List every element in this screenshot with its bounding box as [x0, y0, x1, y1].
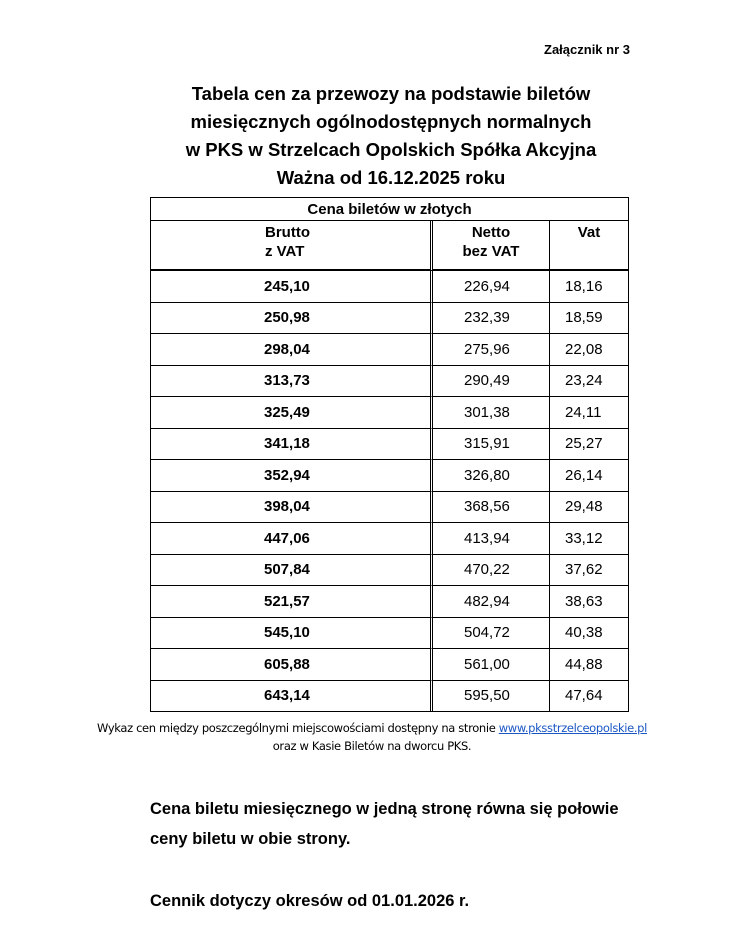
- vat-cell: 18,16: [550, 271, 628, 303]
- vat-cell: 29,48: [550, 492, 628, 524]
- gross-price-cell: 313,73: [151, 366, 433, 398]
- header-vat-line1: Vat: [577, 224, 601, 241]
- vat-cell: 24,11: [550, 397, 628, 429]
- table-row: [151, 429, 628, 461]
- table-caption: Cena biletów w złotych: [151, 198, 628, 221]
- table-row: [151, 555, 628, 587]
- header-vat: [550, 221, 628, 271]
- title-line: Ważna od 16.12.2025 roku: [276, 167, 506, 188]
- note-text: Wykaz cen między poszczególnymi miejscowościami dostępny na stronie: [97, 721, 499, 735]
- header-net-line2: bez VAT: [462, 243, 520, 260]
- net-price-cell: 326,80: [433, 460, 550, 492]
- header-gross-line2: z VAT: [265, 243, 305, 260]
- gross-price-cell: 325,49: [151, 397, 433, 429]
- gross-price-cell: 605,88: [151, 649, 433, 681]
- net-price-cell: 315,91: [433, 429, 550, 461]
- vat-cell: 25,27: [550, 429, 628, 461]
- gross-price-cell: 341,18: [151, 429, 433, 461]
- annex-label: Załącznik nr 3: [544, 42, 630, 57]
- net-price-cell: 368,56: [433, 492, 550, 524]
- info-line1: Cena biletu miesięcznego w jedną stronę równa się połowie: [150, 800, 619, 818]
- one-way-price-info: [150, 794, 619, 854]
- price-table: [150, 197, 629, 712]
- document-title: [0, 80, 744, 192]
- table-row: [151, 586, 628, 618]
- vat-cell: 26,14: [550, 460, 628, 492]
- title-line: Tabela cen za przewozy na podstawie biletów: [191, 83, 591, 104]
- net-price-cell: 482,94: [433, 586, 550, 618]
- vat-cell: 22,08: [550, 334, 628, 366]
- vat-cell: 47,64: [565, 687, 603, 705]
- vat-cell: 38,63: [550, 586, 628, 618]
- gross-price-cell: 545,10: [151, 618, 433, 650]
- header-net: [433, 221, 550, 271]
- table-row: [151, 271, 628, 303]
- gross-price-cell: 643,14: [151, 681, 433, 712]
- table-row: [151, 397, 628, 429]
- table-row: [151, 334, 628, 366]
- table-row: [151, 523, 628, 555]
- net-price-cell: 595,50: [433, 681, 550, 712]
- gross-price-cell: 398,04: [151, 492, 433, 524]
- table-row: [151, 492, 628, 524]
- net-price-cell: 275,96: [433, 334, 550, 366]
- net-price-cell: 561,00: [433, 649, 550, 681]
- net-price-cell: 413,94: [433, 523, 550, 555]
- gross-price-cell: 521,57: [151, 586, 433, 618]
- note-line2: oraz w Kasie Biletów na dworcu PKS.: [272, 739, 472, 753]
- price-table-body: [151, 271, 628, 711]
- website-link[interactable]: www.pksstrzelceopolskie.pl: [498, 721, 647, 735]
- vat-cell: 44,88: [550, 649, 628, 681]
- gross-price-cell: 245,10: [151, 271, 433, 303]
- vat-cell: 23,24: [550, 366, 628, 398]
- net-price-cell: 290,49: [433, 366, 550, 398]
- table-row: [151, 460, 628, 492]
- header-gross-line1: Brutto: [265, 224, 310, 241]
- net-price-cell: 470,22: [433, 555, 550, 587]
- gross-price-cell: 447,06: [151, 523, 433, 555]
- table-row: [151, 681, 628, 712]
- vat-cell: 33,12: [550, 523, 628, 555]
- gross-price-cell: 507,84: [151, 555, 433, 587]
- table-row: [151, 303, 628, 335]
- header-gross: [151, 221, 433, 271]
- table-row: [151, 649, 628, 681]
- vat-cell: 40,38: [550, 618, 628, 650]
- price-list-note: [0, 719, 744, 755]
- table-row: [151, 618, 628, 650]
- vat-cell: 18,59: [550, 303, 628, 335]
- title-line: w PKS w Strzelcach Opolskich Spółka Akcyjna: [185, 139, 597, 160]
- table-row: [151, 366, 628, 398]
- net-price-cell: 232,39: [433, 303, 550, 335]
- gross-price-cell: 298,04: [151, 334, 433, 366]
- net-price-cell: 504,72: [433, 618, 550, 650]
- title-line: miesięcznych ogólnodostępnych normalnych: [190, 111, 592, 132]
- vat-cell: 37,62: [550, 555, 628, 587]
- net-price-cell: 301,38: [433, 397, 550, 429]
- info-line2: ceny biletu w obie strony.: [150, 830, 351, 848]
- gross-price-cell: 352,94: [151, 460, 433, 492]
- net-price-cell: 226,94: [433, 271, 550, 303]
- note-line1: [0, 719, 744, 737]
- gross-price-cell: 250,98: [151, 303, 433, 335]
- validity-info: Cennik dotyczy okresów od 01.01.2026 r.: [150, 892, 470, 910]
- header-net-line1: Netto: [471, 224, 511, 241]
